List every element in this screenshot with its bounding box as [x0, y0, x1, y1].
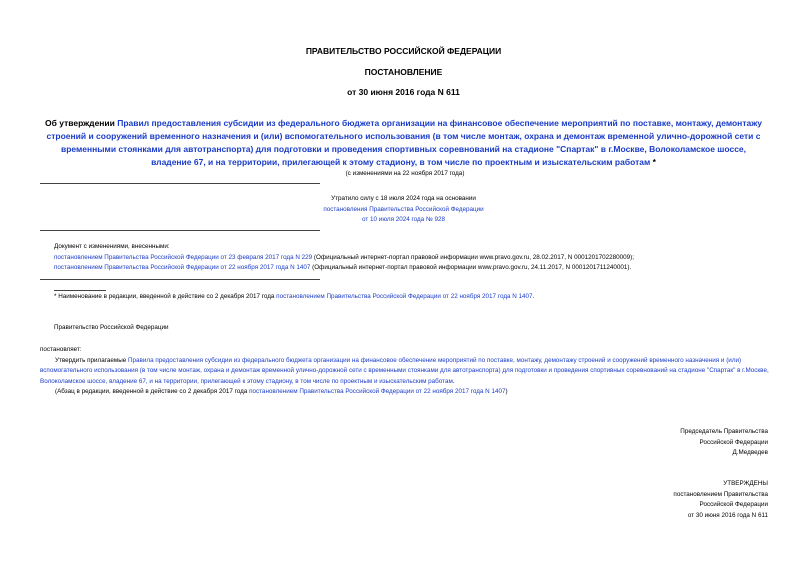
amendment-link-1407[interactable]: постановлением Правительства Российской Федерации от 22 ноября 2017 года N 1407: [54, 264, 311, 272]
decree-rules-link[interactable]: Правила предоставления субсидии из федерального бюджета организации на финансовое обеспечение мероприятий по поставке, монтажу, демонтажу строений и сооружений временного назначения и (или) вспомогательного использования (в том числе монтаж, охрана и демонтаж временной улично-дорожной сети с временными стоянками для автотранспорта) для подготовки и проведения спортивных соревнований на стадионе "Спартак" в г.Москве, Волоколамское шоссе, владение 67, и на территории, прилегающей к этому стадиону, в том числе по проектным и изыскательским работам: [40, 356, 769, 385]
editor-note-intro: Документ с изменениями, внесенными:: [54, 243, 170, 250]
decree-paragraph: Утвердить прилагаемые Правила предоставления субсидии из федерального бюджета организации на финансовое обеспечение мероприятий по поставке, монтажу, демонтажу строений и сооружений временного назначения и (или) вспомогательного использования (в том числе монтаж, охрана и демонтаж временной улично-дорожной сети с временными стоянками для автотранспорта) для подготовки и проведения спортивных соревнований на стадионе "Спартак" в г.Москве, Волоколамское шоссе, владение 67, и на территории, прилегающей к этому стадиону, в том числе по проектным и изыскательским работам.: [40, 356, 769, 385]
list-item: постановлением Правительства Российской Федерации от 22 ноября 2017 года N 1407 (Официальный интернет-портал правовой информации www.pravo.gov.ru, 24.11.2017, N 0001201711240001).: [54, 264, 632, 272]
repeal-text: Утратило силу с 18 июля 2024 года на основании: [331, 195, 476, 202]
repeal-notice: [0, 194, 807, 226]
signature-block: Председатель Правительства Российской Федерации Д.Медведев: [560, 427, 768, 459]
editor-note: [54, 242, 784, 274]
changes-note: (с изменениями на 22 ноября 2017 года): [345, 170, 465, 177]
divider: [40, 279, 320, 280]
title-prefix: Об утверждении: [45, 118, 118, 128]
title-suffix: *: [650, 157, 656, 167]
revision-link[interactable]: постановлением Правительства Российской Федерации от 22 ноября 2017 года N 1407: [249, 388, 506, 396]
approved-block: УТВЕРЖДЕНЫ постановлением Правительства Российской Федерации от 30 июня 2016 года N 611: [673, 480, 768, 519]
government-heading: ПРАВИТЕЛЬСТВО РОССИЙСКОЙ ФЕДЕРАЦИИ: [305, 46, 502, 56]
title-rules-link[interactable]: Правил предоставления субсидии из федерального бюджета организации на финансовое обеспечение мероприятий по поставке, монтажу, демонтажу строений и сооружений временного назначения и (или) вспомогательного использования (в том числе монтаж, охрана и демонтаж временной улично-дорожной сети с временными стоянками для автотранспорта) для подготовки и проведения спортивных соревнований на стадионе "Спартак" в г.Москве, Волоколамское шоссе, владение 67, и на территории, прилегающей к этому стадиону, в том числе по проектным и изыскательским работам: [46, 118, 762, 167]
amendment-link-229[interactable]: постановлением Правительства Российской Федерации от 23 февраля 2017 года N 229: [54, 253, 313, 261]
repeal-decree-link[interactable]: постановления Правительства Российской Федерации: [323, 205, 484, 213]
repeal-decree-date-link[interactable]: от 10 июля 2024 года № 928: [362, 216, 445, 224]
divider: [40, 183, 320, 184]
signatory-name: Д.Медведев: [732, 449, 768, 457]
decree-label: постановляет:: [40, 346, 82, 353]
document-title: [40, 117, 767, 169]
doc-date-number: от 30 июня 2016 года N 611: [347, 87, 460, 97]
decree-body: [40, 345, 770, 398]
decree-revision-note: (Абзац в редакции, введенной в действие со 2 декабря 2017 года постановлением Правительства Российской Федерации от 22 ноября 2017 года N 1407): [55, 388, 508, 396]
footnote-link[interactable]: постановлением Правительства Российской Федерации от 22 ноября 2017 года N 1407: [276, 293, 533, 300]
doc-type-heading: ПОСТАНОВЛЕНИЕ: [364, 67, 443, 77]
footnote-divider: [54, 290, 106, 291]
list-item: постановлением Правительства Российской Федерации от 23 февраля 2017 года N 229 (Официальный интернет-портал правовой информации www.pravo.gov.ru, 28.02.2017, N 0001201702280009);: [54, 253, 634, 261]
government-line: Правительство Российской Федерации: [54, 324, 169, 331]
footnote: * Наименование в редакции, введенной в действие со 2 декабря 2017 года постановлением Правительства Российской Федерации от 22 ноября 2017 года N 1407.: [54, 293, 535, 300]
divider: [40, 230, 320, 231]
